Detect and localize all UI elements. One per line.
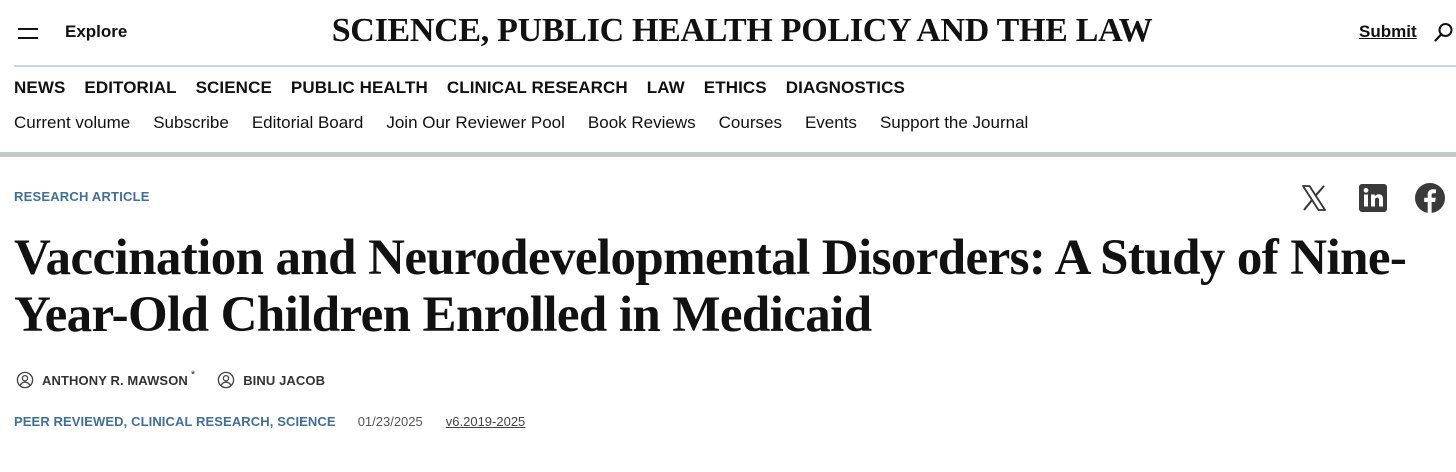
nav-item-ethics[interactable]: ETHICS xyxy=(703,78,767,97)
author-name[interactable]: BINU JACOB xyxy=(243,372,326,388)
corresponding-author-mark: * xyxy=(190,369,196,381)
nav-item-courses[interactable]: Courses xyxy=(718,113,782,132)
submit-link[interactable]: Submit xyxy=(1359,22,1417,41)
nav-item-reviewer-pool[interactable]: Join Our Reviewer Pool xyxy=(386,113,565,132)
user-circle-icon xyxy=(217,371,235,389)
header-divider xyxy=(14,65,1456,67)
nav-item-editorial[interactable]: EDITORIAL xyxy=(84,78,177,97)
nav-item-events[interactable]: Events xyxy=(804,113,857,132)
nav-item-diagnostics[interactable]: DIAGNOSTICS xyxy=(785,78,905,97)
nav-item-book-reviews[interactable]: Book Reviews xyxy=(587,113,696,132)
nav-item-public-health[interactable]: PUBLIC HEALTH xyxy=(290,78,428,97)
publication-date: 01/23/2025 xyxy=(357,413,423,429)
author-item[interactable] xyxy=(217,371,325,389)
x-twitter-icon[interactable] xyxy=(1298,182,1330,214)
nav-item-subscribe[interactable]: Subscribe xyxy=(153,113,229,132)
author-item[interactable] xyxy=(16,371,195,389)
nav-item-law[interactable]: LAW xyxy=(646,78,685,97)
user-circle-icon xyxy=(16,371,34,389)
primary-nav xyxy=(14,78,905,100)
facebook-icon[interactable] xyxy=(1414,182,1446,214)
article-meta xyxy=(14,411,525,431)
author-name[interactable]: ANTHONY R. MAWSON xyxy=(42,372,188,388)
search-icon[interactable] xyxy=(1434,22,1454,42)
version-link[interactable]: v6.2019-2025 xyxy=(445,413,526,429)
author-list xyxy=(16,369,347,391)
nav-item-support-journal[interactable]: Support the Journal xyxy=(879,113,1029,132)
nav-item-science[interactable]: SCIENCE xyxy=(195,78,272,97)
nav-item-editorial-board[interactable]: Editorial Board xyxy=(251,113,364,132)
article-type-label[interactable]: RESEARCH ARTICLE xyxy=(14,189,150,204)
article-categories[interactable]: PEER REVIEWED, CLINICAL RESEARCH, SCIENCE xyxy=(14,413,336,429)
secondary-nav xyxy=(14,113,1028,135)
site-header xyxy=(0,0,1456,66)
nav-divider xyxy=(0,152,1456,157)
explore-button[interactable]: Explore xyxy=(65,22,128,41)
site-title[interactable]: SCIENCE, PUBLIC HEALTH POLICY AND THE LAW xyxy=(331,12,1153,49)
article-title: Vaccination and Neurodevelopmental Disorders: A Study of Nine-Year-Old Children Enrolled in Medicaid xyxy=(14,230,1407,343)
nav-item-news[interactable]: NEWS xyxy=(14,78,66,97)
nav-item-current-volume[interactable]: Current volume xyxy=(14,113,131,132)
nav-item-clinical-research[interactable]: CLINICAL RESEARCH xyxy=(446,78,628,97)
linkedin-icon[interactable] xyxy=(1357,182,1389,214)
